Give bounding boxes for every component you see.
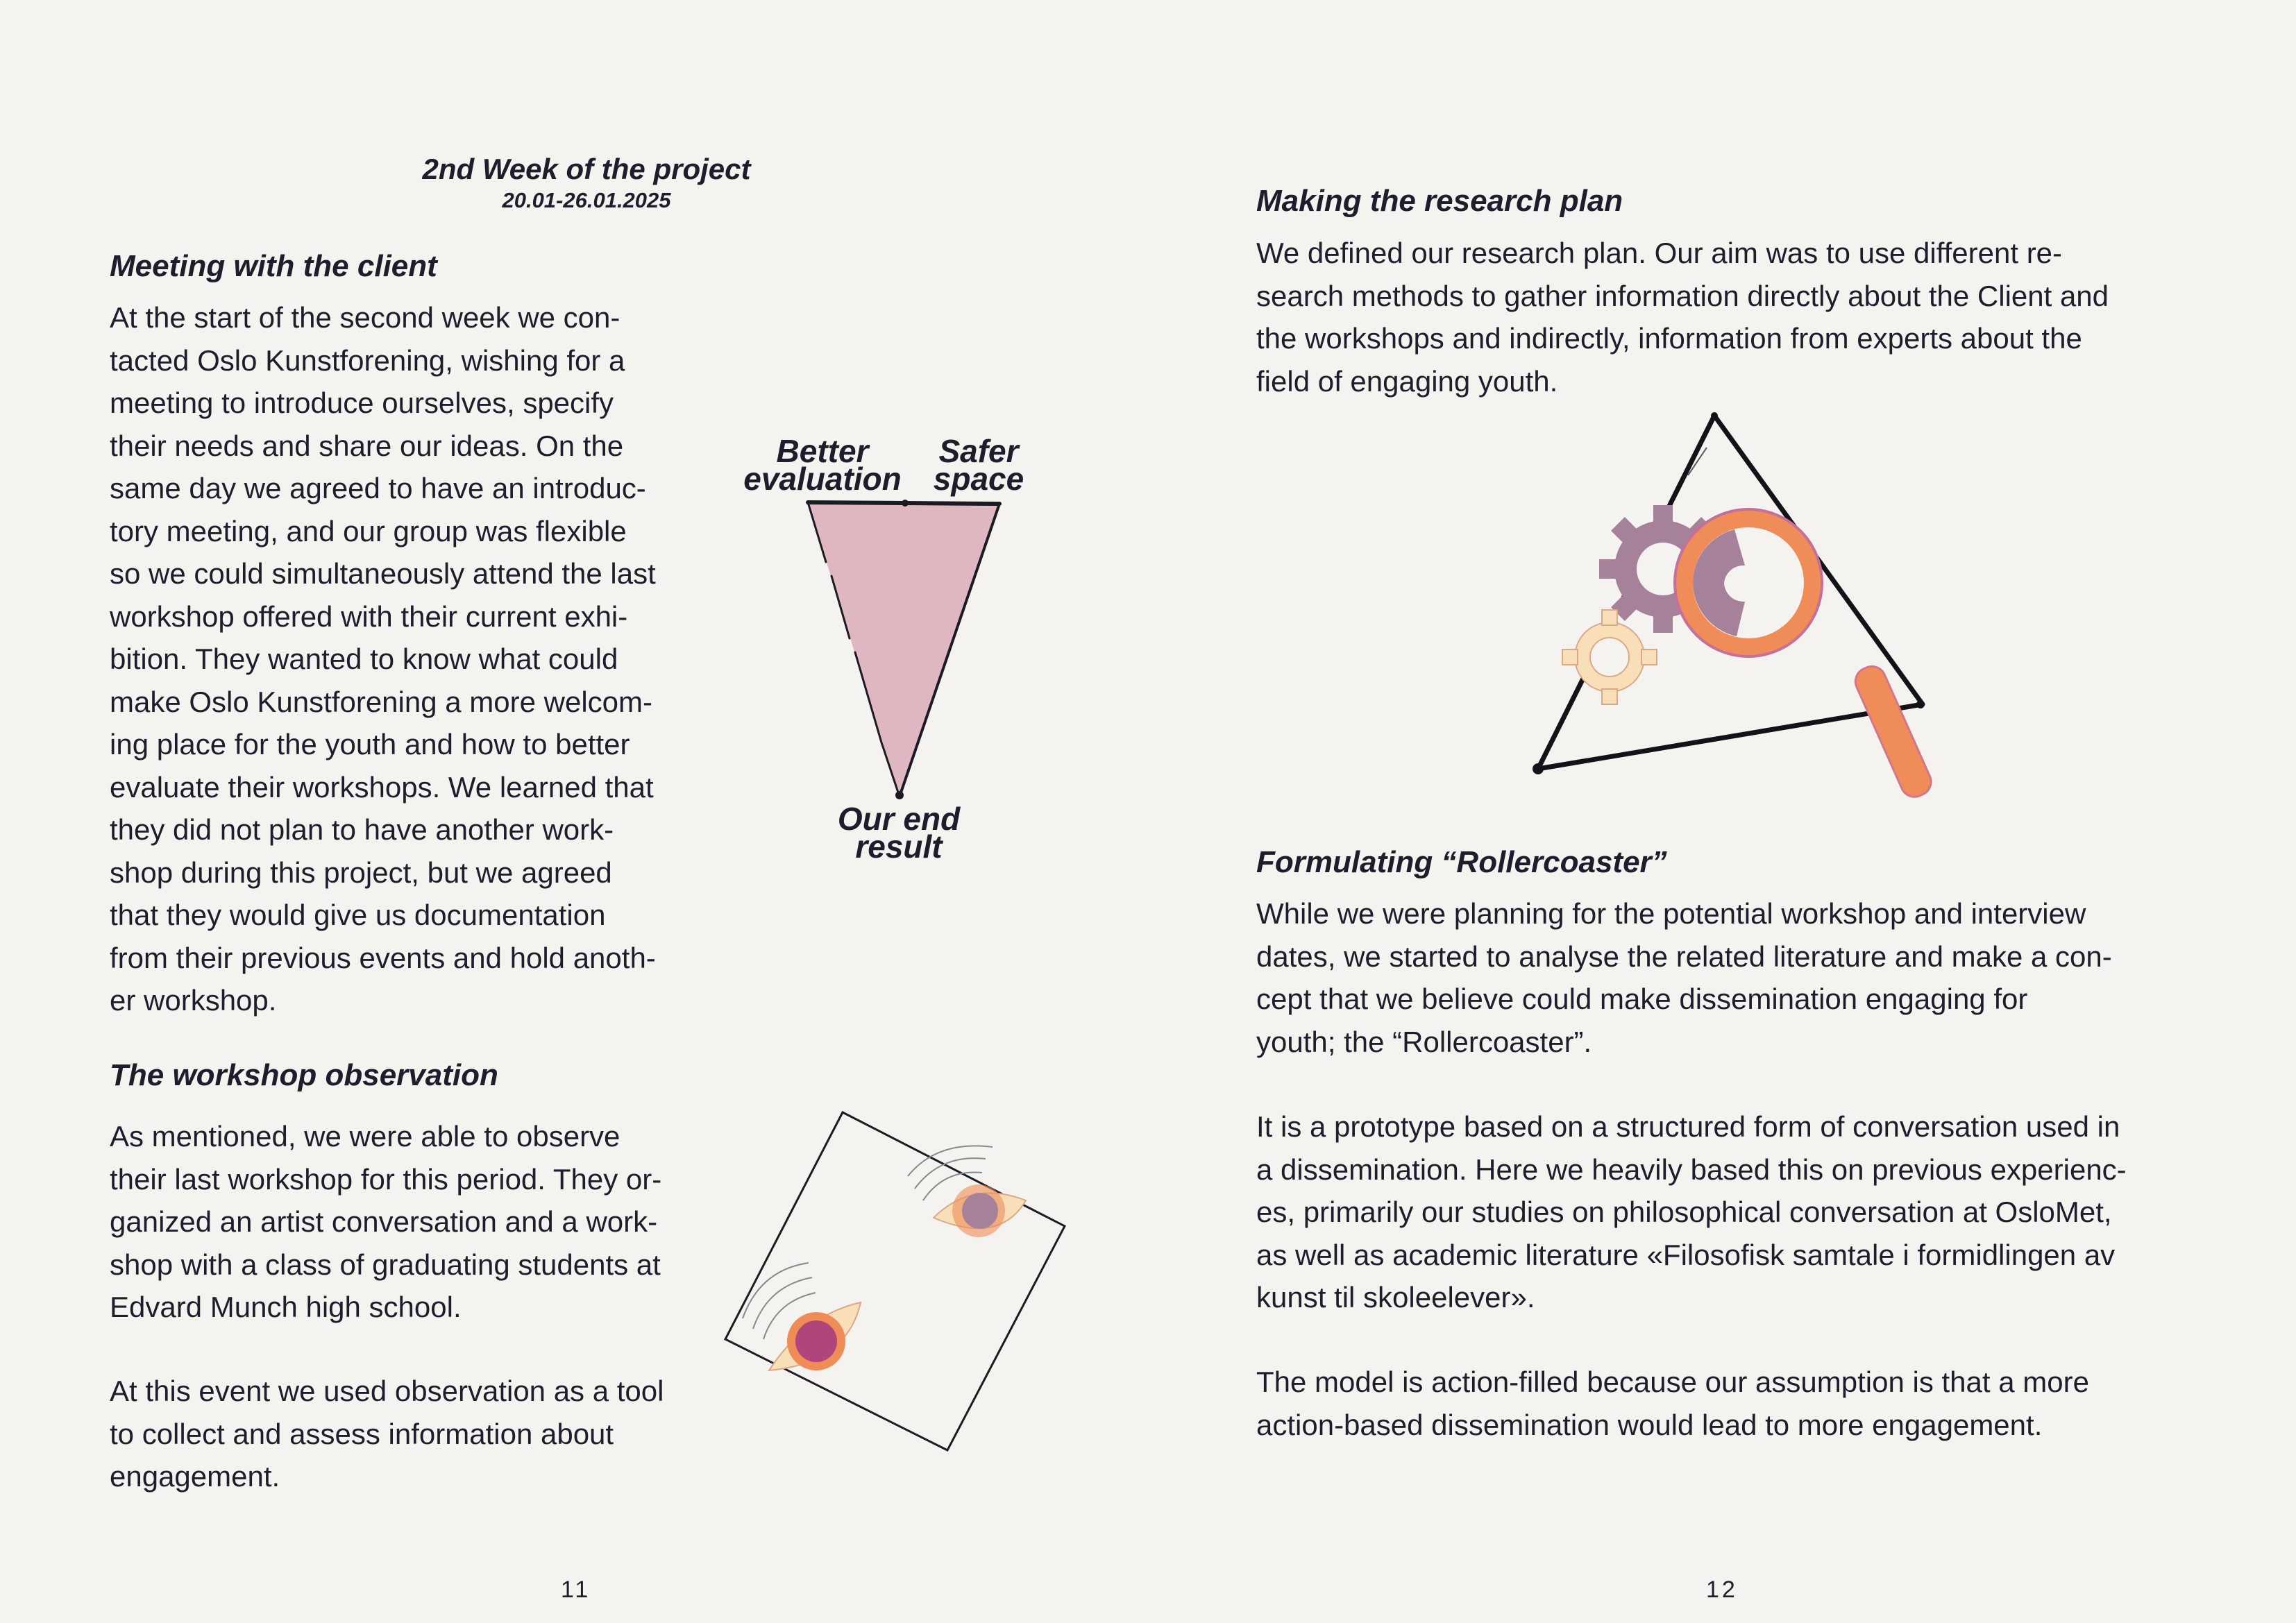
triangle-label-safer-space: Safer space xyxy=(933,433,1024,497)
right-page xyxy=(1148,0,2296,1623)
tilted-frame xyxy=(725,1112,1065,1450)
eye-icon xyxy=(743,1263,861,1370)
triangle-shape xyxy=(808,502,999,797)
meeting-paragraph: At the start of the second week we con- tacted Oslo Kunstforening, wishing for a meeting to introduce ourselves, specify their needs and share our ideas. On the same day we agreed to have an introduc- tory meeting, and our group was flexible so we could simultaneously attend the last workshop offered with their current exhi- bition. They wanted to know what could make Oslo Kunstforening a more welcom- ing place for the youth and how to better evaluate their workshops. We learned that they did not plan to have another work- shop during this project, but we agreed that they would give us documentation from their previous events and hold anoth- er workshop. xyxy=(110,301,656,1017)
research-paragraph: We defined our research plan. Our aim was to use different re- search methods to gather information directly about the Client and the workshops and indirectly, information from experts about the field of engaging youth. xyxy=(1256,237,2109,398)
research-illustration xyxy=(1516,406,1932,822)
magnifier-icon xyxy=(1675,509,1935,801)
rollercoaster-paragraph-1: While we were planning for the potential workshop and interview dates, we started to analyse the related literature and make a con- cept that we believe could make dissemination engaging for youth; the “Rollercoaster”. xyxy=(1256,897,2112,1058)
triangle-label-our-end-result: Our end result xyxy=(837,801,961,865)
page-number: 11 xyxy=(561,1577,591,1603)
triangle-label-better-evaluation: Better evaluation xyxy=(743,433,902,497)
observation-paragraph-2: At this event we used observation as a tool to collect and assess information about engagement. xyxy=(110,1375,664,1493)
eye-icon xyxy=(908,1146,1026,1237)
research-heading: Making the research plan xyxy=(1256,184,1623,218)
triangle-diagram xyxy=(798,486,1006,805)
page-number: 12 xyxy=(1706,1577,1738,1603)
meeting-heading: Meeting with the client xyxy=(110,249,437,283)
week-title: 2nd Week of the project xyxy=(422,153,751,185)
observation-eyes-illustration xyxy=(722,1107,1069,1461)
observation-paragraph-1: As mentioned, we were able to observe their last workshop for this period. They or- ganized an artist conversation and a work- shop with a class of graduating students at Edvard Munch high school. xyxy=(110,1120,662,1323)
rollercoaster-paragraph-3: The model is action-filled because our assumption is that a more action-based dissemination would lead to more engagement. xyxy=(1256,1366,2089,1441)
rollercoaster-paragraph-2: It is a prototype based on a structured form of conversation used in a dissemination. Here we heavily based this on previous experienc- es, primarily our studies on philosophical conversation at OsloMet, as well as academic literature «Filosofisk samtale i formidlingen av kunst til skoleelever». xyxy=(1256,1110,2127,1314)
rollercoaster-heading: Formulating “Rollercoaster” xyxy=(1256,845,1667,879)
week-dates: 20.01-26.01.2025 xyxy=(502,188,671,212)
observation-heading: The workshop observation xyxy=(110,1058,498,1092)
